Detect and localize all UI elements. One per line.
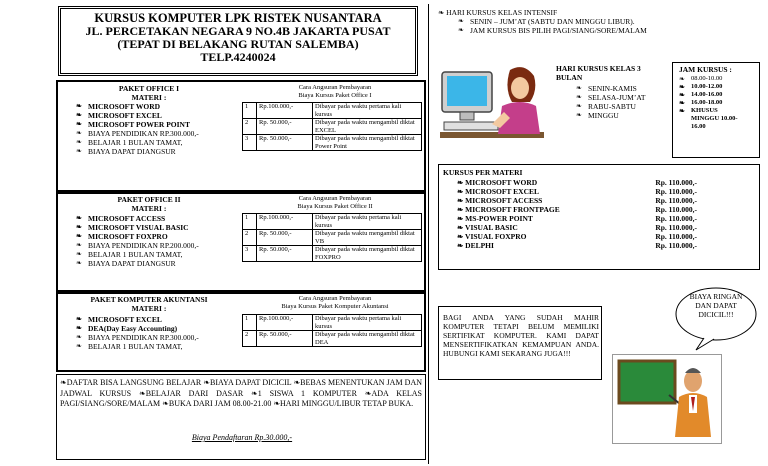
pay-subtitle: Biaya Kursus Paket Office II — [297, 203, 373, 210]
list-item: ❧ MINGGU — [576, 111, 666, 120]
school-title: KURSUS KOMPUTER LPK RISTEK NUSANTARA — [94, 11, 382, 25]
speech-bubble-text: BIAYA RINGAN DAN DAPAT DICICIL!!! — [689, 292, 743, 319]
package-items — [76, 102, 246, 156]
floral-heart-icon: ❧ — [457, 232, 466, 241]
list-item: ❧ BELAJAR 1 BULAN TAMAT, — [76, 138, 246, 147]
certificate-box — [438, 306, 602, 380]
package-items — [76, 214, 246, 268]
features-box — [56, 374, 426, 460]
list-item: ❧ MICROSOFT EXCEL — [76, 111, 246, 120]
list-item: ❧ SENIN-KAMIS — [576, 84, 666, 93]
list-item: ❧ 16.00-18.00 — [679, 99, 757, 107]
list-item: ❧ 14.00-16.00 — [679, 91, 757, 99]
package-accounting — [56, 292, 426, 372]
pay-subtitle: Biaya Kursus Paket Office I — [298, 92, 372, 99]
table-row: 2 Rp. 50.000,- Dibayar pada waktu mengambil diktat DEA — [243, 331, 422, 347]
certificate-text: BAGI ANDA YANG SUDAH MAHIR KOMPUTER TETAPI BELUM MEMILIKI SERTIFIKAT KOMPUTER. KAMI DAPAT MENSERTIFIKATKAN KEMAMPUAN ANDA. HUBUNGI KAMI SEKARANG JUGA!!! — [443, 313, 599, 358]
list-item: ❧ MICROSOFT WORD — [76, 102, 246, 111]
school-phone: TELP.4240024 — [200, 50, 276, 64]
per-materi-title: KURSUS PER MATERI — [443, 168, 523, 177]
three-month-items — [576, 84, 666, 120]
list-item: ❧ BIAYA PENDIDIKAN RP.300.000,- — [76, 333, 246, 342]
pay-title: Cara Angsuran Pembayaran — [298, 295, 372, 302]
list-item: ❧ MS-POWER POINT Rp. 110.000,- — [457, 214, 697, 223]
table-row: 2 Rp. 50.000,- Dibayar pada waktu mengambil diktat EXCEL — [243, 119, 422, 135]
package-title: PAKET KOMPUTER AKUNTANSI — [90, 295, 208, 304]
package-materi: MATERI : — [131, 204, 167, 213]
package-office-2 — [56, 192, 426, 292]
list-item: ❧ BELAJAR 1 BULAN TAMAT, — [76, 250, 246, 259]
package-title: PAKET OFFICE II — [117, 195, 181, 204]
table-row: 2 Rp. 50.000,- Dibayar pada waktu mengambil diktat VB — [243, 230, 422, 246]
package-materi: MATERI : — [131, 304, 167, 313]
list-item: ❧ 10.00-12.00 — [679, 83, 757, 91]
floral-heart-icon: ❧ — [438, 8, 447, 17]
list-item: ❧ MICROSOFT POWER POINT — [76, 120, 246, 129]
floral-heart-icon: ❧ — [457, 241, 466, 250]
list-item: ❧ BIAYA PENDIDIKAN RP.200.000,- — [76, 241, 246, 250]
list-item: ❧ RABU-SABTU — [576, 102, 666, 111]
list-item: ❧ MICROSOFT EXCEL Rp. 110.000,- — [457, 187, 697, 196]
header-box — [58, 6, 418, 76]
package-office-1 — [56, 80, 426, 192]
list-item: ❧ BIAYA DAPAT DIANGSUR — [76, 147, 246, 156]
table-row: 1 Rp.100.000,- Dibayar pada waktu pertama kali kursus — [243, 315, 422, 331]
package-items — [76, 315, 246, 351]
list-item: ❧ MICROSOFT FRONTPAGE Rp. 110.000,- — [457, 205, 697, 214]
payment-table — [242, 314, 422, 347]
hours-box — [672, 62, 760, 158]
floral-heart-icon: ❧ — [457, 187, 466, 196]
teacher-clipart — [613, 355, 721, 443]
table-row: 3 Rp. 50.000,- Dibayar pada waktu mengambil diktat Power Point — [243, 135, 422, 151]
list-item: ❧ VISUAL BASIC Rp. 110.000,- — [457, 223, 697, 232]
three-month-box — [552, 62, 668, 132]
list-item: ❧ BIAYA PENDIDIKAN RP.300.000,- — [76, 129, 246, 138]
list-item: ❧ MICROSOFT VISUAL BASIC — [76, 223, 246, 232]
list-item: ❧ JAM KURSUS BIS PILIH PAGI/SIANG/SORE/MALAM — [458, 26, 748, 35]
intensive-box — [434, 6, 758, 40]
list-item: ❧ BIAYA DAPAT DIANGSUR — [76, 259, 246, 268]
hours-items — [679, 75, 757, 131]
floral-heart-icon: ❧ — [457, 178, 466, 187]
list-item: ❧ VISUAL FOXPRO Rp. 110.000,- — [457, 232, 697, 241]
intensive-title: ❧ HARI KURSUS KELAS INTENSIF — [438, 8, 558, 17]
teacher-frame — [612, 354, 722, 444]
payment-table — [242, 102, 422, 151]
three-month-title: HARI KURSUS KELAS 3 BULAN — [556, 64, 641, 82]
hours-title: JAM KURSUS : — [679, 65, 732, 74]
intensive-items — [458, 17, 748, 35]
per-materi-box — [438, 164, 760, 270]
list-item: ❧ MICROSOFT WORD Rp. 110.000,- — [457, 178, 697, 187]
package-title: PAKET OFFICE I — [118, 84, 180, 93]
list-item: ❧ 08.00-10.00 — [679, 75, 729, 83]
per-materi-list — [457, 178, 697, 250]
list-item: ❧ MICROSOFT ACCESS Rp. 110.000,- — [457, 196, 697, 205]
table-row: 3 Rp. 50.000,- Dibayar pada waktu mengambil diktat FOXPRO — [243, 246, 422, 262]
list-item: ❧ BELAJAR 1 BULAN TAMAT, — [76, 342, 246, 351]
list-item: ❧ MICROSOFT EXCEL — [76, 315, 246, 324]
school-landmark: (TEPAT DI BELAKANG RUTAN SALEMBA) — [117, 37, 359, 51]
pay-subtitle: Biaya Kursus Paket Komputer Akuntansi — [281, 303, 389, 310]
pay-title: Cara Angsuran Pembayaran — [298, 84, 372, 91]
table-row: 1 Rp.100.000,- Dibayar pada waktu pertama kali kursus — [243, 214, 422, 230]
computer-user-clipart — [440, 62, 544, 148]
list-item: ❧ SENIN – JUM’AT (SABTU DAN MINGGU LIBUR). — [458, 17, 748, 26]
school-address: JL. PERCETAKAN NEGARA 9 NO.4B JAKARTA PUSAT — [85, 24, 391, 38]
list-item: ❧ DELPHI Rp. 110.000,- — [457, 241, 697, 250]
features-text: ❧DAFTAR BISA LANGSUNG BELAJAR ❧BIAYA DAPAT DICICIL ❧BEBAS MENENTUKAN JAM DAN JADWAL KURSUS ❧BELAJAR DARI DASAR ❧1 SISWA 1 KOMPUTER ❧ADA KELAS PAGI/SIANG/SORE/MALAM ❧BUKA DARI JAM 08.00-21.00 ❧HARI MINGGU/LIBUR TETAP BUKA. — [60, 378, 422, 408]
payment-table — [242, 213, 422, 262]
list-item: ❧ MICROSOFT ACCESS — [76, 214, 246, 223]
floral-heart-icon: ❧ — [457, 214, 466, 223]
floral-heart-icon: ❧ — [457, 196, 466, 205]
registration-fee: Biaya Pendaftaran Rp.30.000,- — [191, 433, 293, 442]
floral-heart-icon: ❧ — [60, 378, 67, 387]
table-row: 1 Rp.100.000,- Dibayar pada waktu pertama kali kursus — [243, 103, 422, 119]
package-materi: MATERI : — [131, 93, 167, 102]
list-item: ❧ MICROSOFT FOXPRO — [76, 232, 246, 241]
floral-heart-icon: ❧ — [457, 223, 466, 232]
list-item: ❧ KHUSUS MINGGU 10.00-16.00 — [679, 107, 739, 131]
floral-heart-icon: ❧ — [457, 205, 466, 214]
pay-title: Cara Angsuran Pembayaran — [298, 195, 372, 202]
list-item: ❧ SELASA-JUM’AT — [576, 93, 666, 102]
list-item: ❧ DEA(Day Easy Accounting) — [76, 324, 246, 333]
column-divider — [428, 4, 429, 464]
